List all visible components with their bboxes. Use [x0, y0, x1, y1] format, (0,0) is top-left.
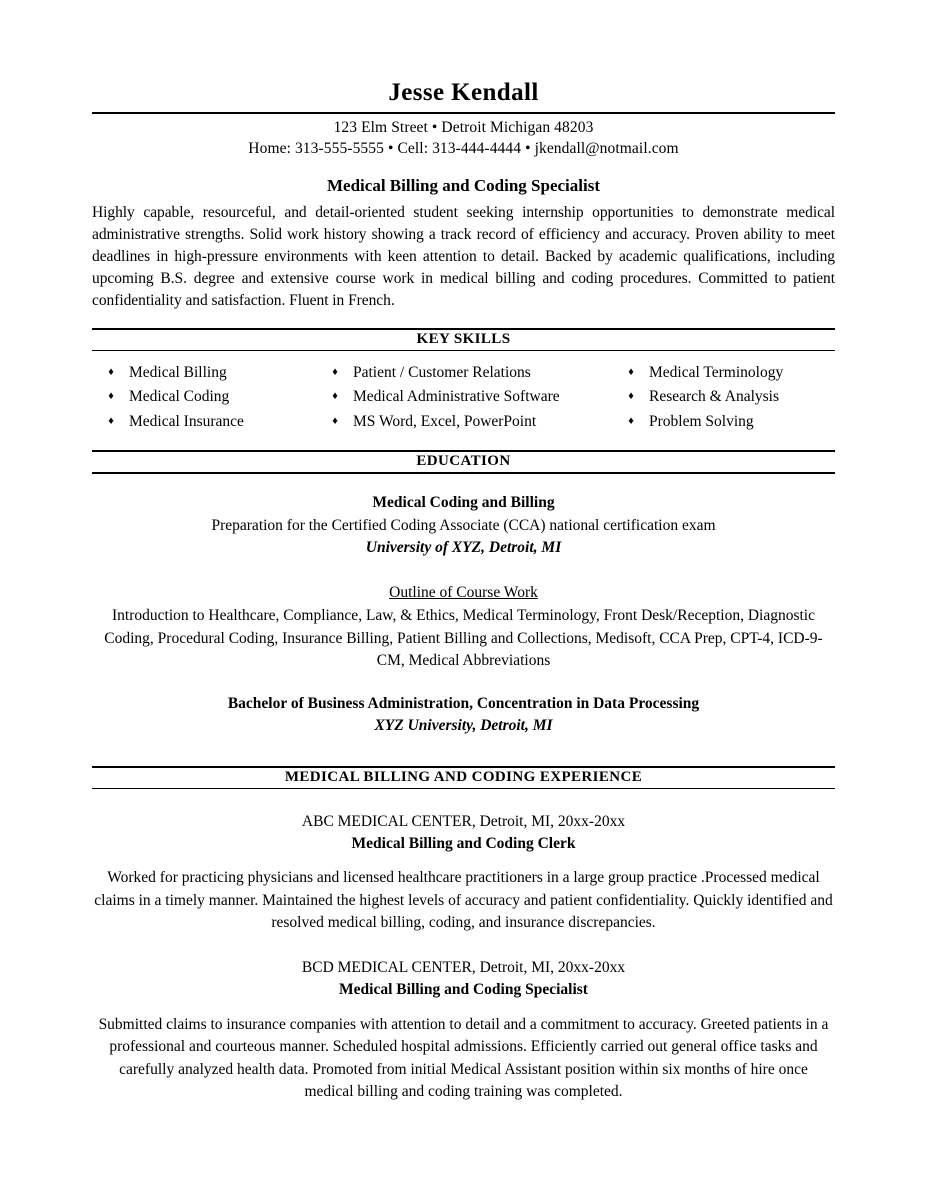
skill-label: Patient / Customer Relations [353, 363, 531, 381]
employer-name: BCD MEDICAL CENTER, Detroit, MI, 20xx-20xx [301, 958, 626, 976]
skill-label: Medical Insurance [129, 412, 244, 430]
section-heading-experience: MEDICAL BILLING AND CODING EXPERIENCE [92, 766, 835, 789]
job-description: Submitted claims to insurance companies with attention to detail and a commitment to accuracy. Greeted patients in a professional and courteous manner. Scheduled hospital admissions. Efficiently carried out general office tasks and carefully analyzed health data. Promoted from initial Medical Assistant position within six months of hire once medical billing and coding training was completed. [98, 1015, 829, 1101]
skill-label: Medical Billing [129, 363, 227, 381]
education-degree-school: XYZ University, Detroit, MI [374, 717, 553, 735]
skill-label: Research & Analysis [649, 388, 780, 406]
education-block [92, 492, 835, 737]
candidate-contact: Home: 313-555-5555 • Cell: 313-444-4444 • jkendall@notmail.com [248, 139, 679, 157]
list-item [626, 361, 835, 385]
job-role: Medical Billing and Coding Clerk [351, 834, 576, 852]
list-item [106, 385, 330, 409]
diamond-bullet-icon: ♦ [332, 414, 338, 427]
coursework-body: Introduction to Healthcare, Compliance, Law, & Ethics, Medical Terminology, Front Desk/Reception, Diagnostic Coding, Procedural Coding, Insurance Billing, Patient Billing and Collections, Medisoft, CCA Prep, CPT-4, ICD-9-CM, Medical Abbreviations [104, 607, 823, 670]
job-role: Medical Billing and Coding Specialist [339, 981, 588, 999]
diamond-bullet-icon: ♦ [628, 390, 634, 403]
skill-label: Problem Solving [649, 412, 754, 430]
objective-summary: Highly capable, resourceful, and detail-oriented student seeking internship opportunities to demonstrate medical administrative strengths. Solid work history showing a track record of efficiency and accuracy. Proven ability to meet deadlines in high-pressure environments with keen attention to detail. Backed by academic qualifications, including upcoming B.S. degree and extensive course work in medical billing and coding procedures. Committed to patient confidentiality and satisfaction. Fluent in French. [92, 203, 835, 309]
experience-section [92, 766, 835, 1104]
skill-label: Medical Terminology [649, 363, 784, 381]
experience-entry [92, 957, 835, 1104]
diamond-bullet-icon: ♦ [108, 390, 114, 403]
candidate-address: 123 Elm Street • Detroit Michigan 48203 [333, 119, 594, 136]
list-item [330, 410, 626, 434]
list-item [106, 410, 330, 434]
list-item [106, 361, 330, 385]
section-heading-key-skills: KEY SKILLS [92, 328, 835, 351]
education-program: Medical Coding and Billing [372, 494, 555, 512]
education-program-detail: Preparation for the Certified Coding Associate (CCA) national certification exam [211, 516, 716, 534]
skill-label: Medical Administrative Software [353, 388, 560, 406]
skills-column-3 [626, 361, 835, 434]
skills-column-2 [330, 361, 626, 434]
employer-name: ABC MEDICAL CENTER, Detroit, MI, 20xx-20xx [301, 812, 626, 830]
skill-label: MS Word, Excel, PowerPoint [353, 412, 537, 430]
list-item [330, 385, 626, 409]
diamond-bullet-icon: ♦ [628, 414, 634, 427]
objective-title: Medical Billing and Coding Specialist [327, 175, 600, 195]
list-item [626, 410, 835, 434]
diamond-bullet-icon: ♦ [628, 365, 634, 378]
skill-label: Medical Coding [129, 388, 230, 406]
education-program-school: University of XYZ, Detroit, MI [365, 539, 562, 557]
candidate-name: Jesse Kendall [388, 79, 539, 106]
diamond-bullet-icon: ♦ [332, 365, 338, 378]
section-heading-education: EDUCATION [92, 450, 835, 474]
education-degree: Bachelor of Business Administration, Concentration in Data Processing [227, 694, 700, 712]
list-item [330, 361, 626, 385]
coursework-heading: Outline of Course Work [389, 583, 538, 601]
experience-entry [92, 811, 835, 935]
skills-column-1 [106, 361, 330, 434]
job-description: Worked for practicing physicians and licensed healthcare practitioners in a large group practice .Processed medical claims in a timely manner. Maintained the highest levels of accuracy and patient confidentiality. Quickly identified and resolved medical billing, coding, and insurance discrepancies. [94, 869, 833, 932]
diamond-bullet-icon: ♦ [108, 414, 114, 427]
diamond-bullet-icon: ♦ [332, 390, 338, 403]
list-item [626, 385, 835, 409]
key-skills-list [92, 361, 835, 434]
header-divider [92, 112, 835, 114]
diamond-bullet-icon: ♦ [108, 365, 114, 378]
